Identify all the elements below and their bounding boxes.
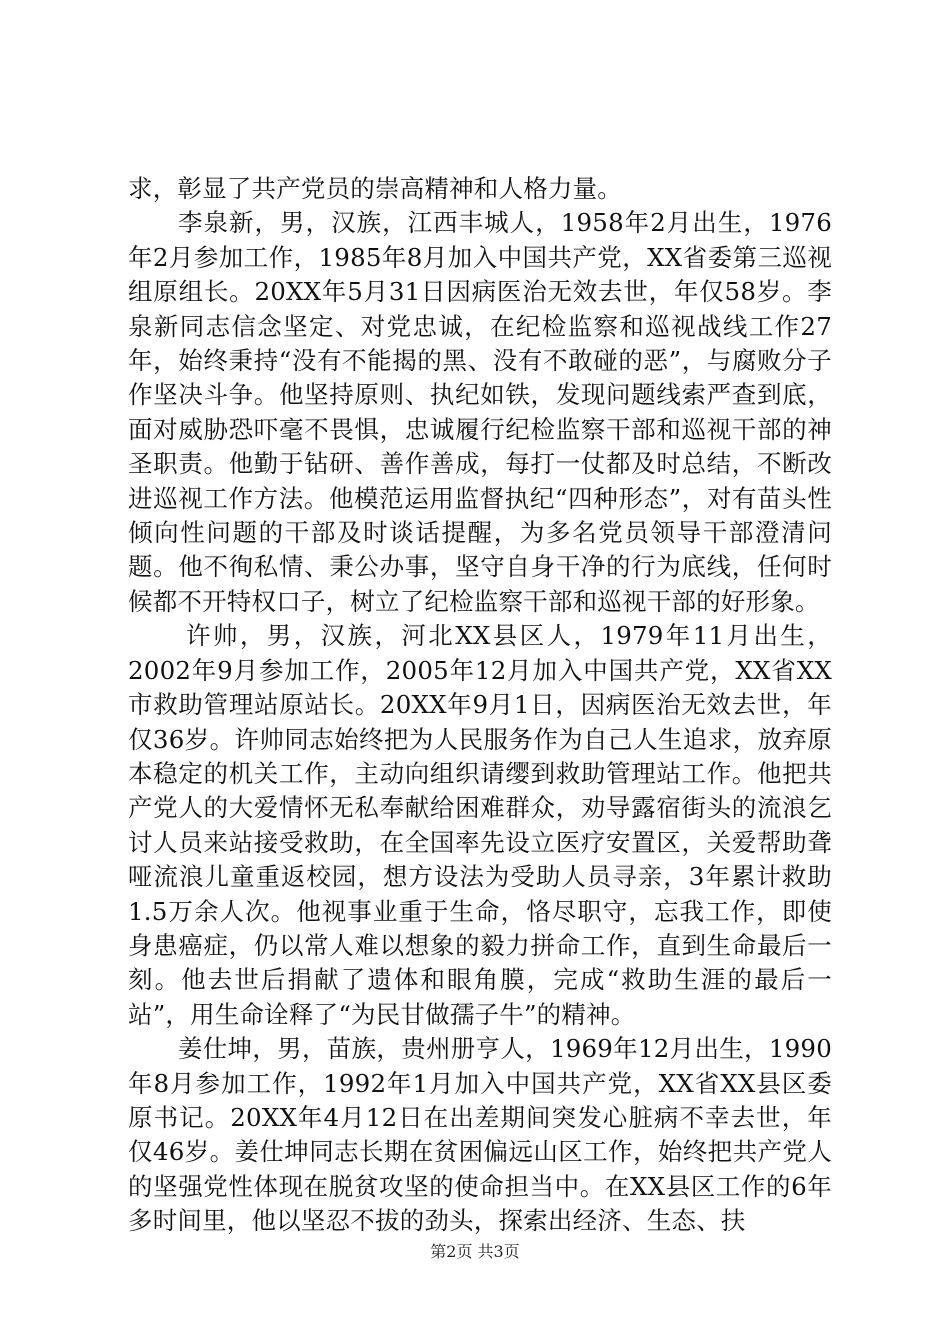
paragraph-jiang-shikun: 姜仕坤，男，苗族，贵州册亨人，1969年12月出生，1990年8月参加工作，1992年1月加入中国共产党，XX省XX县区委原书记。20XX年4月12日在出差期间突发心脏病不幸去世，年仅46岁。姜仕坤同志长期在贫困偏远山区工作，始终把共产党人的坚强党性体现在脱贫攻坚的使命担当中。在XX县区工作的6年多时间里，他以坚忍不拔的劲头，探索出经济、生态、扶 bbox=[128, 1034, 832, 1236]
page-number-footer: 第2页 共3页 bbox=[430, 1242, 520, 1261]
document-body bbox=[128, 172, 832, 1239]
paragraph-xu-shuai: 许帅，男，汉族，河北XX县区人，1979年11月出生，2002年9月参加工作，2005年12月加入中国共产党，XX省XX市救助管理站原站长。20XX年9月1日，因病医治无效去世，年仅36岁。许帅同志始终把为人民服务作为自己人生追求，放弃原本稳定的机关工作，主动向组织请缨到救助管理站工作。他把共产党人的大爱情怀无私奉献给困难群众，劝导露宿街头的流浪乞讨人员来站接受救助，在全国率先设立医疗安置区，关爱帮助聋哑流浪儿童重返校园，想方设法为受助人员寻亲，3年累计救助1.5万余人次。他视事业重于生命，恪尽职守，忘我工作，即使身患癌症，仍以常人难以想象的毅力拼命工作，直到生命最后一刻。他去世后捐献了遗体和眼角膜，完成“救助生涯的最后一站”，用生命诠释了“为民甘做孺子牛”的精神。 bbox=[128, 621, 832, 1029]
paragraph-li-quanxin: 李泉新，男，汉族，江西丰城人，1958年2月出生，1976年2月参加工作，1985年8月加入中国共产党，XX省委第三巡视组原组长。20XX年5月31日因病医治无效去世，年仅58岁。李泉新同志信念坚定、对党忠诚，在纪检监察和巡视战线工作27年，始终秉持“没有不能揭的黑、没有不敢碰的恶”，与腐败分子作坚决斗争。他坚持原则、执纪如铁，发现问题线索严查到底，面对威胁恐吓毫不畏惧，忠诚履行纪检监察干部和巡视干部的神圣职责。他勤于钻研、善作善成，每打一仗都及时总结，不断改进巡视工作方法。他模范运用监督执纪“四种形态”，对有苗头性倾向性问题的干部及时谈话提醒，为多名党员领导干部澄清问题。他不徇私情、秉公办事，坚守自身干净的行为底线，任何时候都不开特权口子，树立了纪检监察干部和巡视干部的好形象。 bbox=[128, 208, 832, 616]
paragraph-continuation: 求，彰显了共产党员的崇高精神和人格力量。 bbox=[128, 174, 622, 203]
